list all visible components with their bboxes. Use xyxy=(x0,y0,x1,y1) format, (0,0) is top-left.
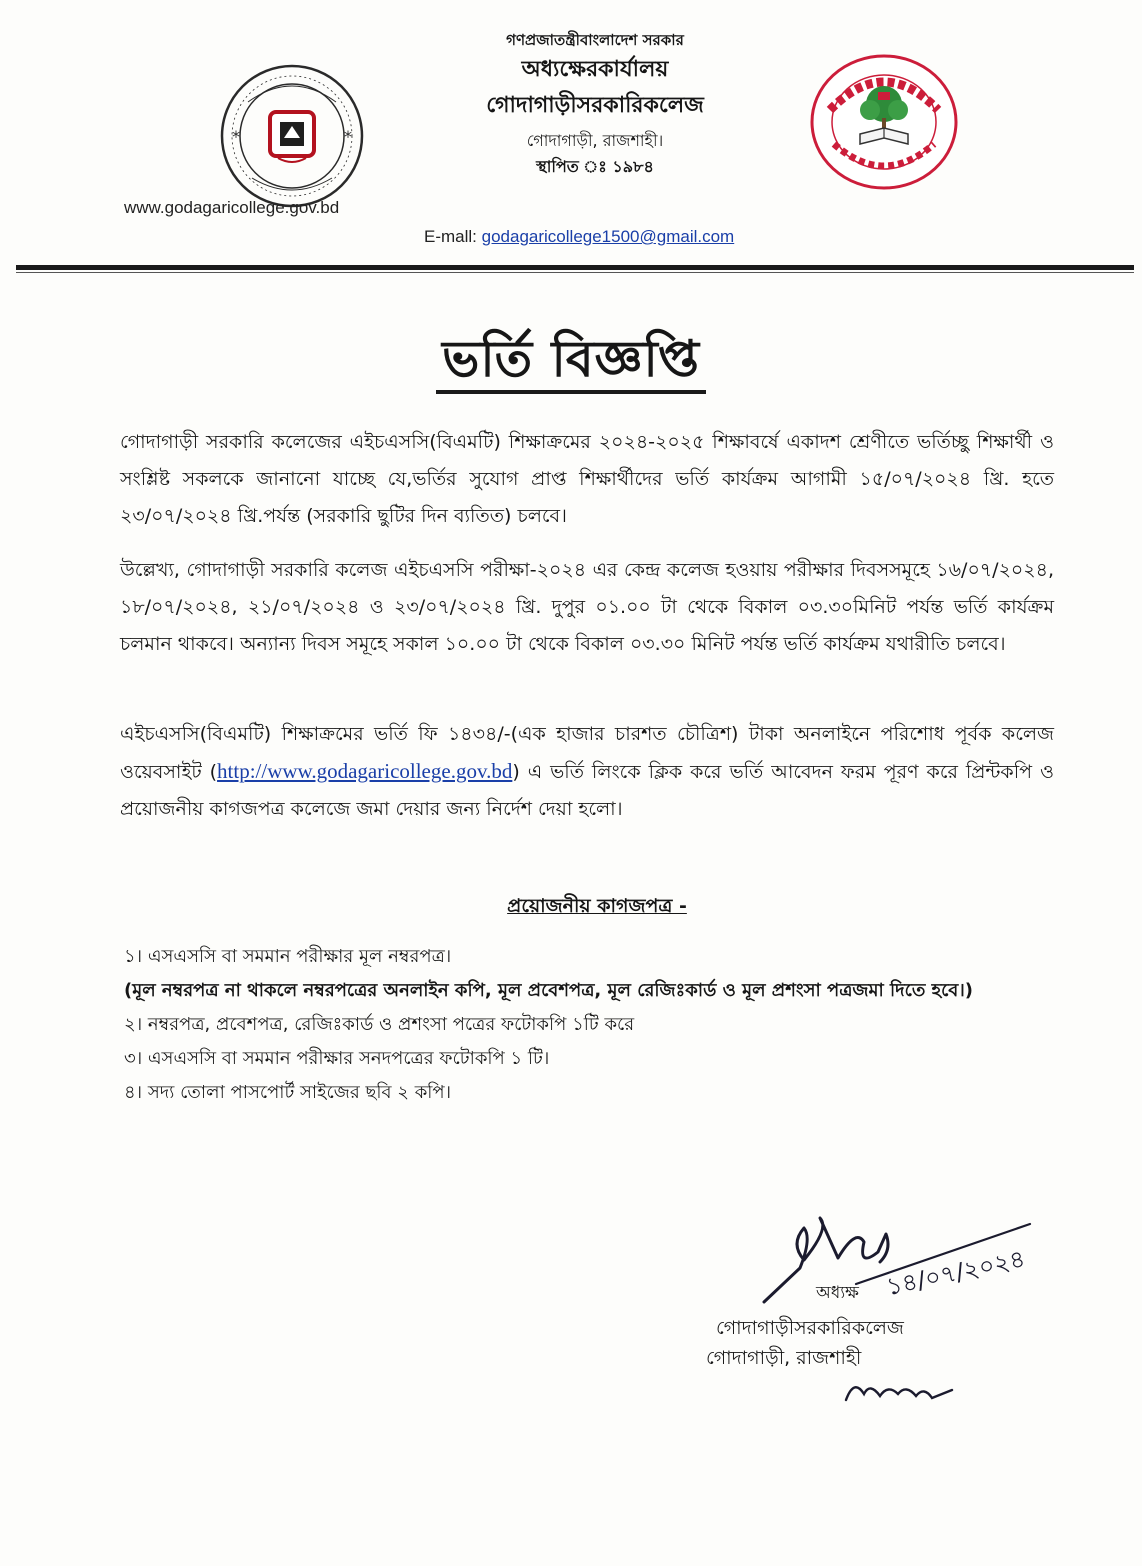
letterhead xyxy=(380,28,810,180)
signatory-role: অধ্যক্ষ xyxy=(816,1283,859,1303)
email-link[interactable]: godagaricollege1500@gmail.com xyxy=(481,227,735,246)
college-website-link[interactable]: http://www.godagaricollege.gov.bd xyxy=(217,759,513,783)
principal-signature xyxy=(760,1198,1050,1308)
signatory-address: গোদাগাড়ী, রাজশাহী xyxy=(706,1347,862,1369)
initials-signature xyxy=(840,1372,960,1408)
paragraph-admission-schedule: গোদাগাড়ী সরকারি কলেজের এইচএসসি(বিএমটি) শিক্ষাক্রমের ২০২৪-২০২৫ শিক্ষাবর্ষে একাদশ শ্রেণীতে ভর্তিচ্ছু শিক্ষার্থী ও সংশ্লিষ্ট সকলকে জানানো যাচ্ছে যে,ভর্তির সুযোগ প্রাপ্ত শিক্ষার্থীদের ভর্তি কার্যক্রম আগামী ১৫/০৭/২০২৪ খ্রি. হতে ২৩/০৭/২০২৪ খ্রি.পর্যন্ত (সরকারি ছুটির দিন ব্যতিত) চলবে। xyxy=(120,431,1054,527)
notice-title-text: ভর্তি বিজ্ঞপ্তি xyxy=(436,330,706,394)
email-line xyxy=(424,227,734,247)
list-item: ৪। সদ্য তোলা পাসপোর্ট সাইজের ছবি ২ কপি। xyxy=(124,1082,452,1103)
website-text: www.godagaricollege.gov.bd xyxy=(124,198,340,217)
signatory-college: গোদাগাড়ীসরকারিকলেজ xyxy=(716,1317,904,1339)
header-divider xyxy=(16,265,1134,270)
college-address: গোদাগাড়ী, রাজশাহী। xyxy=(526,131,664,150)
fee-text: এইচএসসি(বিএমটি) শিক্ষাক্রমের ভর্তি ফি ১৪৩৪/-(এক হাজার চারশত চৌত্রিশ) টাকা অনলাইনে পরিশোধ পূর্বক কলেজ ওয়েবসাইট ( xyxy=(120,723,1054,783)
established-year: স্থাপিত ঃ ১৯৮৪ xyxy=(536,157,654,176)
office-line: অধ্যক্ষেরকার্যালয় xyxy=(521,57,669,82)
application-text: ) এ ভর্তি লিংকে ক্লিক করে ভর্তি আবেদন ফরম পূরণ করে প্রিন্টকপি ও প্রয়োজনীয় কাগজপত্র কলেজে জমা দেয়ার জন্য নির্দেশ দেয়া হলো। xyxy=(120,761,1054,820)
documents-list xyxy=(124,940,1084,1110)
paragraph-exam-days: উল্লেখ্য, গোদাগাড়ী সরকারি কলেজ এইচএসসি পরীক্ষা-২০২৪ এর কেন্দ্র কলেজ হওয়ায় পরীক্ষার দিবসসমূহে ১৬/০৭/২০২৪, ১৮/০৭/২০২৪, ২১/০৭/২০২৪ ও ২৩/০৭/২০২৪ খ্রি. দুপুর ০১.০০ টা থেকে বিকাল ০৩.৩০মিনিট পর্যন্ত ভর্তি কার্যক্রম চলমান থাকবে। অন্যান্য দিবস সমূহে সকাল ১০.০০ টা থেকে বিকাল ০৩.৩০ মিনিট পর্যন্ত ভর্তি কার্যক্রম যথারীতি চলবে। xyxy=(120,559,1054,655)
svg-text:*: * xyxy=(232,127,240,146)
paragraph-fee-and-application xyxy=(120,716,1054,828)
documents-heading-text: প্রয়োজনীয় কাগজপত্র - xyxy=(507,895,687,917)
svg-text:*: * xyxy=(344,127,352,146)
list-item: ৩। এসএসসি বা সমমান পরীক্ষার সনদপত্রের ফটোকপি ১ টি। xyxy=(124,1048,550,1069)
signature-date: ১৪/০৭/২০২৪ xyxy=(883,1244,1028,1302)
college-name: গোদাগাড়ীসরকারিকলেজ xyxy=(486,93,704,118)
list-item: ২। নম্বরপত্র, প্রবেশপত্র, রেজিঃকার্ড ও প্রশংসা পত্রের ফটোকপি ১টি করে xyxy=(124,1014,635,1035)
slogan-seal-right xyxy=(808,52,960,192)
college-seal-left xyxy=(218,62,366,210)
government-line: গণপ্রজাতন্ত্রীবাংলাদেশ সরকার xyxy=(506,31,684,49)
documents-heading xyxy=(0,892,1142,924)
header-divider-thin xyxy=(16,272,1134,273)
notice-title xyxy=(0,322,1142,405)
list-item: ১। এসএসসি বা সমমান পরীক্ষার মূল নম্বরপত্র। xyxy=(124,946,452,967)
list-item-note: (মূল নম্বরপত্র না থাকলে নম্বরপত্রের অনলাইন কপি, মূল প্রবেশপত্র, মূল রেজিঃকার্ড ও মূল প্রশংসা পত্রজমা দিতে হবে।) xyxy=(124,980,973,1001)
email-label: E-mall: xyxy=(424,227,477,246)
